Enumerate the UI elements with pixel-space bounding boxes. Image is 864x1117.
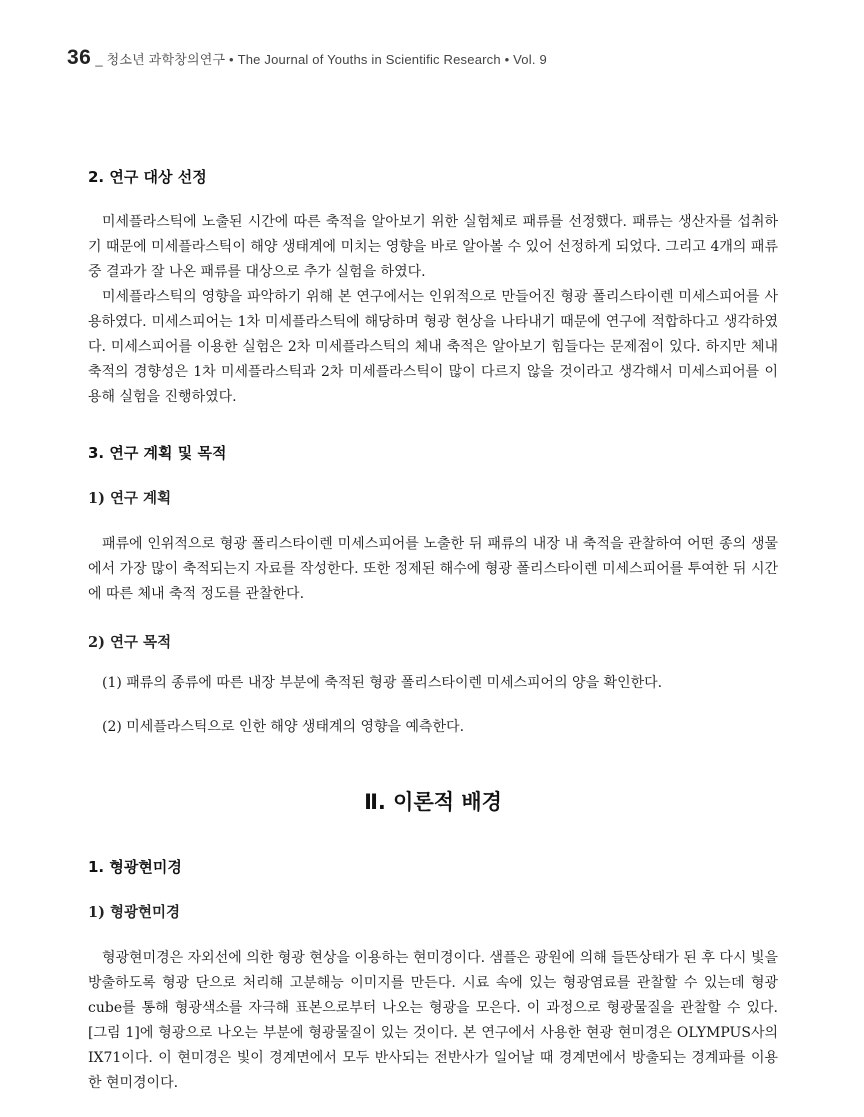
running-title: _ 청소년 과학창의연구 • The Journal of Youths in Scientific Research • Vol. 9 <box>95 52 547 67</box>
paragraph: 미세플라스틱의 영향을 파악하기 위해 본 연구에서는 인위적으로 만들어진 형광 폴리스타이렌 미세스피어를 사용하였다. 미세스피어는 1차 미세플라스틱에 해당하며 형광 현상을 나타내기 때문에 연구에 적합하다고 생각하였다. 미세스피어를 이용한 실험은 2차 미세플라스틱의 체내 축적은 알아보기 힘들다는 문제점이 있다. 하지만 체내 축적의 경향성은 1차 미세플라스틱과 2차 미세플라스틱이 많이 다르지 않을 것이라고 생각해서 미세스피어를 이용해 실험을 진행하였다. <box>88 289 778 405</box>
running-header <box>67 46 547 70</box>
section-heading-research-subject: 2. 연구 대상 선정 <box>88 168 207 186</box>
purpose-item: (2) 미세플라스틱으로 인한 해양 생태계의 영향을 예측한다. <box>102 719 465 735</box>
subsection-heading-research-plan: 1) 연구 계획 <box>88 490 172 507</box>
main-content <box>88 166 778 1096</box>
section-heading-research-plan-purpose: 3. 연구 계획 및 목적 <box>88 444 227 462</box>
purpose-item: (1) 패류의 종류에 따른 내장 부분에 축적된 형광 폴리스타이렌 미세스피어의 양을 확인한다. <box>102 675 663 691</box>
subsection-heading-fluorescence-microscope: 1) 형광현미경 <box>88 904 181 921</box>
paragraph: 패류에 인위적으로 형광 폴리스타이렌 미세스피어를 노출한 뒤 패류의 내장 내 축적을 관찰하여 어떤 종의 생물에서 가장 많이 축적되는지 자료를 작성한다. 또한 정제된 해수에 형광 폴리스타이렌 미세스피어를 투여한 뒤 시간에 따른 체내 축적 정도를 관찰한다. <box>88 536 778 602</box>
paragraph: 형광현미경은 자외선에 의한 형광 현상을 이용하는 현미경이다. 샘플은 광원에 의해 들뜬상태가 된 후 다시 빛을 방출하도록 형광 단으로 처리해 고분해능 이미지를 만든다. 시료 속에 있는 형광염료를 관찰할 수 있는데 형광 cube를 통해 형광색소를 자극해 표본으로부터 나오는 형광을 모은다. 이 과정으로 형광물질을 관찰할 수 있다. [그림 1]에 형광으로 나오는 부분에 형광물질이 있는 것이다. 본 연구에서 사용한 현광 현미경은 OLYMPUS사의 IX71이다. 이 현미경은 빛이 경계면에서 모두 반사되는 전반사가 일어날 때 경계면에서 방출되는 경계파를 이용한 현미경이다. <box>88 950 778 1091</box>
paragraph: 미세플라스틱에 노출된 시간에 따른 축적을 알아보기 위한 실험체로 패류를 선정했다. 패류는 생산자를 섭취하기 때문에 미세플라스틱이 해양 생태계에 미치는 영향을 바로 알아볼 수 있어 선정하게 되었다. 그리고 4개의 패류 중 결과가 잘 나온 패류를 대상으로 추가 실험을 하였다. <box>88 214 778 280</box>
section-heading-fluorescence-microscope: 1. 형광현미경 <box>88 858 182 876</box>
page-number: 36 <box>67 46 92 69</box>
subsection-heading-research-purpose: 2) 연구 목적 <box>88 634 172 651</box>
chapter-title: Ⅱ. 이론적 배경 <box>364 790 502 814</box>
